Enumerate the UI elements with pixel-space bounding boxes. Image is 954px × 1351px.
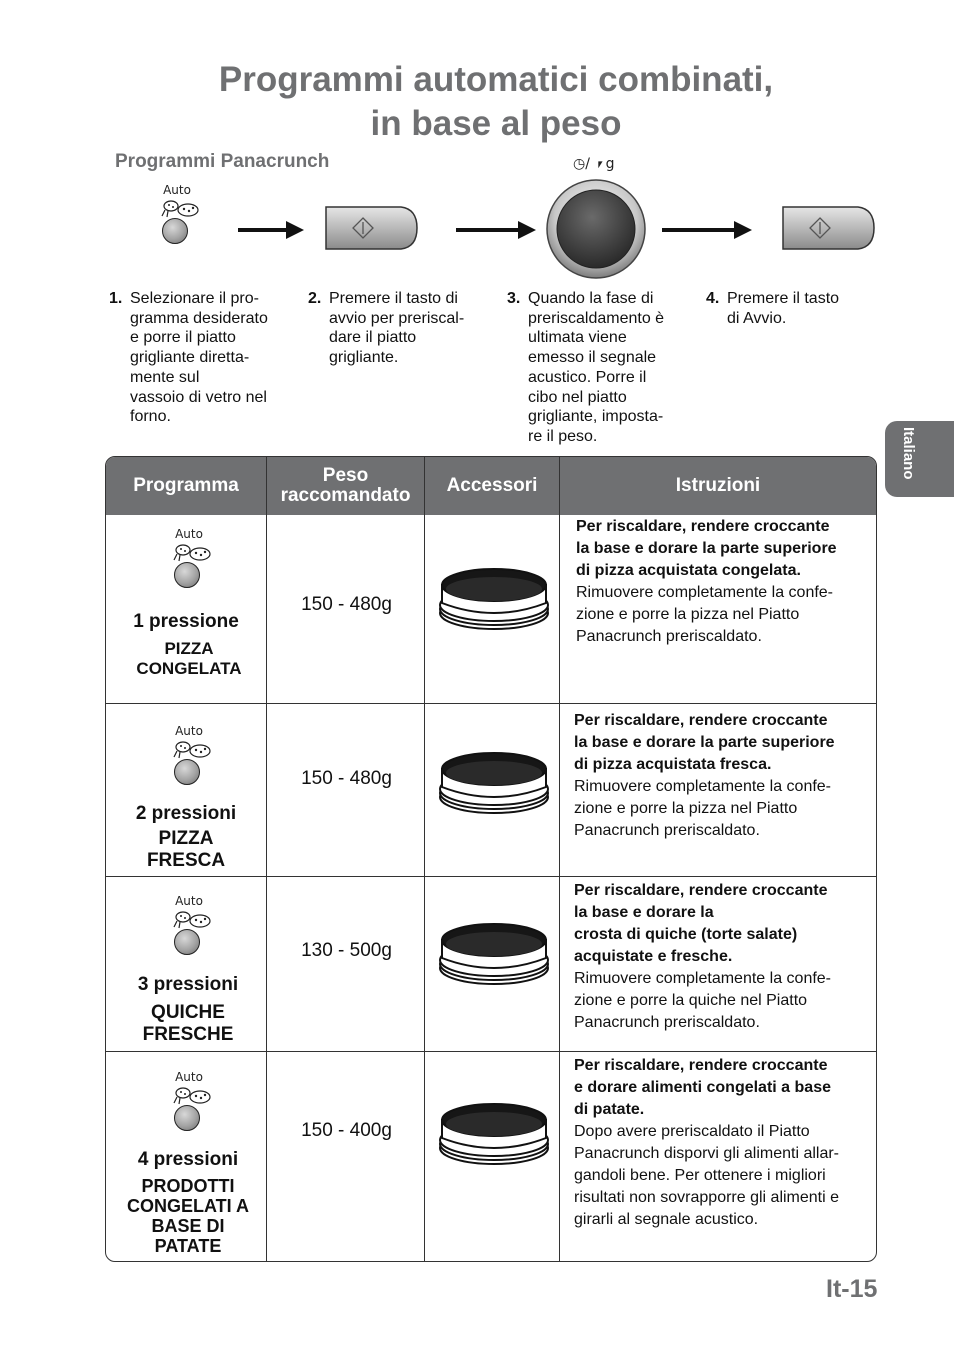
recommended-weight: 150 - 400g <box>301 1120 392 1141</box>
instructions-bold: Per riscaldare, rendere croccante e dorare alimenti congelati a base di patate. <box>574 1057 831 1118</box>
instructions-bold: Per riscaldare, rendere croccante la base e dorare la parte superiore di pizza acquistata congelata. <box>576 518 837 579</box>
food-icon <box>158 198 200 220</box>
instructions-text: Rimuovere completamente la confe- zione e porre la pizza nel Piatto Panacrunch preriscaldato. <box>574 778 832 839</box>
food-icon <box>170 909 212 931</box>
press-count: 4 pressioni <box>137 1149 239 1170</box>
instructions <box>576 516 872 648</box>
arrow-icon <box>662 219 754 241</box>
recommended-weight: 130 - 500g <box>301 940 392 961</box>
auto-label: Auto <box>175 894 203 908</box>
crunch-plate-icon <box>438 565 550 635</box>
auto-button-illustration <box>152 183 202 253</box>
auto-knob <box>174 929 200 955</box>
header-programma: Programma <box>133 475 239 496</box>
header-istruzioni: Istruzioni <box>675 475 761 496</box>
title-line-2: in base al peso <box>370 104 622 143</box>
auto-label: Auto <box>175 1070 203 1084</box>
crunch-plate-icon <box>438 920 550 990</box>
auto-knob <box>174 1105 200 1131</box>
instructions <box>574 710 870 842</box>
step-number: 3. <box>507 290 521 307</box>
header-peso-line2: raccomandato <box>280 485 411 506</box>
table-row <box>106 1052 876 1261</box>
press-count: 2 pressioni <box>135 803 237 824</box>
auto-button-illustration <box>164 724 214 794</box>
food-type: PIZZA CONGELATA <box>136 639 242 678</box>
title-line-1: Programmi automatici combinati, <box>218 60 774 99</box>
auto-label: Auto <box>175 724 203 738</box>
food-icon <box>170 739 212 761</box>
instructions-bold: Per riscaldare, rendere croccante la base e dorare la parte superiore di pizza acquistata fresca. <box>574 712 835 773</box>
table-row <box>106 515 876 703</box>
crunch-plate-icon <box>438 1100 550 1170</box>
crunch-plate-icon <box>438 749 550 819</box>
press-count: 1 pressione <box>133 611 239 632</box>
step-number: 1. <box>109 290 123 307</box>
instructions <box>574 880 870 1034</box>
step-text: Premere il tasto di avvio per preriscal- dare il piatto grigliante. <box>329 290 465 367</box>
start-button-icon <box>323 203 419 253</box>
arrow-icon <box>238 219 306 241</box>
auto-knob <box>174 562 200 588</box>
step-number: 2. <box>308 290 322 307</box>
auto-label: Auto <box>163 183 191 197</box>
auto-button-illustration <box>164 894 214 964</box>
timer-weight-icons: ◷/ ⎖g <box>573 156 615 172</box>
instructions-text: Rimuovere completamente la confe- zione e porre la pizza nel Piatto Panacrunch preriscaldato. <box>576 584 834 645</box>
step-text: Quando la fase di preriscaldamento è ultimata viene emesso il segnale acustico. Porre il cibo nel piatto grigliante, imposta- re il peso. <box>528 290 665 445</box>
step-3 <box>507 289 692 447</box>
auto-button-illustration <box>164 527 214 597</box>
page-title <box>0 58 954 146</box>
language-tab <box>885 421 954 497</box>
arrow-icon <box>456 219 538 241</box>
press-count: 3 pressioni <box>137 974 239 995</box>
food-type: PIZZA FRESCA <box>146 828 226 871</box>
instructions-bold: Per riscaldare, rendere croccante la base e dorare la crosta di quiche (torte salate) acquistate e fresche. <box>574 882 828 965</box>
step-text: Premere il tasto di Avvio. <box>727 290 840 327</box>
instructions-text: Rimuovere completamente la confe- zione e porre la quiche nel Piatto Panacrunch preriscaldato. <box>574 970 832 1031</box>
section-subtitle: Programmi Panacrunch <box>115 151 330 172</box>
step-text: Selezionare il pro- gramma desiderato e porre il piatto grigliante diretta- mente sul vassoio di vetro nel forno. <box>130 290 268 426</box>
step-1 <box>109 289 289 427</box>
food-type: QUICHE FRESCHE <box>142 1002 234 1045</box>
programs-table <box>105 456 877 1262</box>
step-number: 4. <box>706 290 720 307</box>
table-header <box>106 457 876 515</box>
auto-label: Auto <box>175 527 203 541</box>
header-peso <box>267 457 424 515</box>
table-row <box>106 877 876 1051</box>
table-row <box>106 704 876 876</box>
step-2 <box>308 289 493 368</box>
dial-knob-icon <box>545 178 647 280</box>
auto-knob <box>162 218 188 244</box>
recommended-weight: 150 - 480g <box>301 594 392 615</box>
food-icon <box>170 1085 212 1107</box>
auto-knob <box>174 759 200 785</box>
food-icon <box>170 542 212 564</box>
recommended-weight: 150 - 480g <box>301 768 392 789</box>
header-accessori: Accessori <box>446 475 538 496</box>
food-type: PRODOTTI CONGELATI A BASE DI PATATE <box>127 1176 249 1256</box>
instructions-text: Dopo avere preriscaldato il Piatto Panacrunch disporvi gli alimenti allar- gandoli bene. Per ottenere i migliori risultati non sovrapporre gli alimenti e girarli al segnale acustico. <box>574 1123 840 1228</box>
page-number: It-15 <box>826 1275 878 1303</box>
start-button-icon <box>780 203 876 253</box>
instructions <box>574 1055 870 1231</box>
step-4 <box>706 289 876 328</box>
auto-button-illustration <box>164 1070 214 1140</box>
header-peso-line1: Peso <box>322 465 369 486</box>
language-tab-label: Italiano <box>900 427 917 480</box>
